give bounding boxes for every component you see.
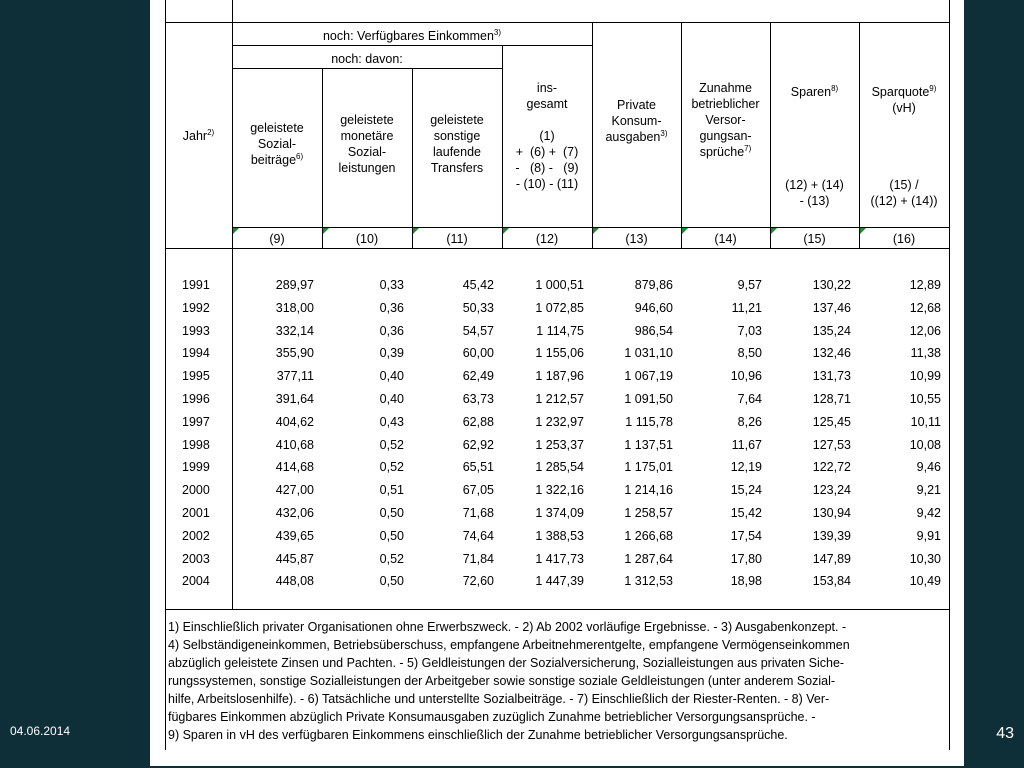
- value-cell: 12,68: [909, 300, 941, 315]
- value-cell: 63,73: [462, 392, 494, 406]
- value-cell: 1 155,06: [535, 346, 584, 361]
- value-cell: 54,57: [462, 323, 494, 338]
- value-cell: 0,52: [379, 437, 404, 452]
- value-cell: 448,08: [275, 574, 314, 589]
- value-cell: 0,52: [379, 551, 404, 566]
- value-cell: 153,84: [812, 574, 851, 589]
- year-cell: 1991: [182, 278, 210, 292]
- value-cell: 122,72: [812, 460, 851, 475]
- value-cell: 7,64: [737, 392, 762, 406]
- value-cell: 445,87: [275, 551, 314, 566]
- value-cell: 147,89: [812, 551, 851, 566]
- value-cell: 12,06: [909, 323, 941, 338]
- value-cell: 127,53: [812, 437, 851, 452]
- value-cell: 0,40: [379, 369, 404, 384]
- value-cell: 60,00: [462, 346, 494, 361]
- year-cell: 1993: [182, 323, 210, 338]
- year-cell: 2004: [182, 574, 210, 589]
- value-cell: 10,96: [730, 369, 762, 384]
- column-number: (13): [625, 232, 648, 246]
- value-cell: 9,42: [916, 506, 941, 520]
- value-cell: 0,52: [379, 460, 404, 475]
- value-cell: 17,80: [730, 551, 762, 566]
- value-cell: 1 000,51: [535, 278, 584, 292]
- value-cell: 1 115,78: [625, 414, 673, 429]
- value-cell: 432,06: [275, 506, 314, 520]
- header-col15-title: Sparen$^{8)}$: [790, 83, 839, 99]
- value-cell: 11,38: [910, 346, 941, 361]
- value-cell: 9,57: [737, 278, 762, 292]
- column-number: (16): [892, 232, 916, 246]
- value-cell: 986,54: [634, 323, 673, 338]
- value-cell: 1 137,51: [624, 437, 673, 452]
- value-cell: 139,39: [812, 528, 851, 543]
- value-cell: 71,84: [462, 551, 494, 566]
- value-cell: 410,68: [275, 437, 314, 452]
- value-cell: 0,50: [379, 528, 404, 543]
- footnote-line: 1) Einschließlich privater Organisationen ohne Erwerbszweck. - 2) Ab 2002 vorläufige Ergebnisse. - 3) Ausgabenkonzept. -: [168, 620, 847, 634]
- header-col11: geleistete sonstige laufende Transfers: [430, 113, 484, 175]
- value-cell: 377,11: [276, 369, 314, 384]
- value-cell: 0,33: [379, 278, 404, 292]
- footnote-line: hilfe, Arbeitslosenhilfe). - 6) Tatsächliche und unterstellte Sozialbeiträge. - 7) Einschließlich der Riester-Renten. - 8) Ver-: [168, 692, 830, 706]
- slide-page-number: 43: [996, 725, 1014, 742]
- value-cell: 71,68: [462, 506, 494, 520]
- value-cell: 15,42: [730, 506, 762, 520]
- value-cell: 1 322,16: [535, 483, 584, 498]
- document-page: [150, 0, 964, 766]
- value-cell: 0,51: [379, 483, 404, 498]
- value-cell: 1 212,57: [535, 392, 584, 406]
- value-cell: 1 031,10: [624, 346, 673, 361]
- value-cell: 1 214,16: [624, 483, 673, 498]
- value-cell: 0,36: [379, 323, 404, 338]
- year-cell: 1998: [182, 437, 210, 452]
- value-cell: 1 417,73: [535, 551, 584, 566]
- header-col12: ins- gesamt (1) + (6) + (7) - (8) - (9) - (10) - (11): [515, 81, 579, 191]
- year-cell: 1992: [182, 300, 210, 315]
- value-cell: 10,08: [909, 437, 941, 452]
- value-cell: 0,50: [379, 506, 404, 520]
- value-cell: 11,21: [731, 300, 762, 315]
- slide-date: 04.06.2014: [10, 724, 71, 738]
- year-cell: 1996: [182, 392, 210, 406]
- value-cell: 439,65: [275, 528, 314, 543]
- value-cell: 45,42: [462, 278, 494, 292]
- value-cell: 11,67: [731, 437, 762, 452]
- value-cell: 1 287,64: [624, 551, 673, 566]
- header-jahr: Jahr$^{2)}$: [182, 127, 215, 143]
- value-cell: 10,49: [909, 574, 941, 589]
- value-cell: 1 091,50: [624, 392, 673, 406]
- value-cell: 0,36: [379, 300, 404, 315]
- value-cell: 1 388,53: [535, 528, 584, 543]
- value-cell: 10,99: [909, 369, 941, 384]
- value-cell: 1 175,01: [624, 460, 673, 475]
- value-cell: 9,91: [916, 528, 941, 543]
- value-cell: 946,60: [634, 300, 673, 315]
- value-cell: 8,26: [737, 414, 762, 429]
- value-cell: 1 072,85: [535, 300, 584, 315]
- value-cell: 332,14: [275, 323, 314, 338]
- value-cell: 130,94: [812, 506, 851, 520]
- header-col15-formula: (12) + (14) - (13): [785, 178, 844, 208]
- value-cell: 355,90: [275, 346, 314, 361]
- year-cell: 2002: [182, 528, 210, 543]
- footnote-line: 4) Selbständigeneinkommen, Betriebsüberschuss, empfangene Arbeitnehmerentgelte, empfangene Vermögenseinkommen: [168, 638, 850, 652]
- value-cell: 427,00: [275, 483, 314, 498]
- header-col16-formula: (15) / ((12) + (14)): [870, 178, 938, 208]
- header-top-group: noch: Verfügbares Einkommen$^{3)}$: [322, 27, 502, 43]
- value-cell: 12,89: [909, 278, 941, 292]
- year-cell: 2001: [182, 506, 210, 520]
- value-cell: 1 447,39: [535, 574, 584, 589]
- year-cell: 1995: [182, 369, 210, 384]
- value-cell: 72,60: [462, 574, 494, 589]
- value-cell: 8,50: [737, 346, 762, 361]
- value-cell: 879,86: [634, 278, 673, 292]
- value-cell: 10,11: [910, 414, 941, 429]
- value-cell: 18,98: [730, 574, 762, 589]
- value-cell: 0,43: [379, 414, 404, 429]
- year-cell: 2003: [182, 551, 210, 566]
- value-cell: 9,46: [916, 460, 941, 475]
- value-cell: 289,97: [275, 278, 314, 292]
- year-cell: 1997: [182, 414, 210, 429]
- value-cell: 62,88: [462, 414, 494, 429]
- value-cell: 131,73: [812, 369, 851, 384]
- value-cell: 67,05: [462, 483, 494, 498]
- value-cell: 1 285,54: [535, 460, 584, 475]
- value-cell: 128,71: [812, 392, 851, 406]
- value-cell: 0,40: [379, 392, 404, 406]
- value-cell: 10,55: [909, 392, 941, 406]
- footnote-line: abzüglich geleistete Zinsen und Pachten. - 5) Geldleistungen der Sozialversicherung, Sozialleistungen aus privaten Siche-: [168, 656, 845, 670]
- value-cell: 74,64: [462, 528, 494, 543]
- column-number: (9): [269, 232, 285, 246]
- column-number: (10): [355, 232, 379, 246]
- value-cell: 0,39: [379, 346, 404, 361]
- column-number: (14): [714, 232, 737, 246]
- value-cell: 130,22: [812, 278, 851, 292]
- value-cell: 132,46: [812, 346, 851, 361]
- value-cell: 9,21: [916, 483, 941, 498]
- value-cell: 1 067,19: [624, 369, 673, 384]
- value-cell: 15,24: [730, 483, 762, 498]
- year-cell: 1999: [182, 460, 210, 475]
- value-cell: 1 232,97: [535, 414, 584, 429]
- footnote-line: 9) Sparen in vH des verfügbaren Einkommens einschließlich der Zunahme betrieblicher Versorgungsansprüche.: [168, 728, 788, 742]
- year-cell: 2000: [182, 483, 210, 498]
- value-cell: 1 253,37: [535, 437, 584, 452]
- value-cell: 62,49: [462, 369, 494, 384]
- value-cell: 137,46: [812, 300, 851, 315]
- year-cell: 1994: [182, 346, 210, 361]
- footnotes: [168, 618, 938, 744]
- value-cell: 391,64: [275, 392, 314, 406]
- value-cell: 1 266,68: [624, 528, 673, 543]
- column-number: (12): [535, 232, 559, 246]
- header-col16-title: Sparquote$^{9)}$ (vH): [871, 83, 937, 115]
- value-cell: 1 114,75: [536, 323, 584, 338]
- value-cell: 62,92: [462, 437, 494, 452]
- value-cell: 125,45: [812, 414, 851, 429]
- value-cell: 123,24: [812, 483, 851, 498]
- value-cell: 318,00: [275, 300, 314, 315]
- header-col10: geleistete monetäre Sozial- leistungen: [338, 113, 396, 175]
- header-sub-group: noch: davon:: [331, 52, 403, 66]
- value-cell: 404,62: [275, 414, 314, 429]
- header-col14: Zunahme betrieblicher Versor- gungsan- sprüche$^{7)}$: [691, 81, 760, 159]
- value-cell: 50,33: [462, 300, 494, 315]
- value-cell: 1 258,57: [624, 506, 673, 520]
- value-cell: 7,03: [737, 323, 762, 338]
- column-number: (11): [446, 232, 468, 246]
- value-cell: 1 187,96: [535, 369, 584, 384]
- column-number: (15): [803, 232, 826, 246]
- value-cell: 10,30: [909, 551, 941, 566]
- value-cell: 65,51: [462, 460, 494, 475]
- header-col9: geleistete Sozial- beiträge$^{6)}$: [250, 121, 304, 167]
- value-cell: 414,68: [275, 460, 314, 475]
- value-cell: 1 312,53: [624, 574, 673, 589]
- value-cell: 0,50: [379, 574, 404, 589]
- value-cell: 17,54: [730, 528, 762, 543]
- footnote-line: rungssystemen, sonstige Sozialleistungen der Arbeitgeber sowie sonstige soziale Geldleistungen (unter anderem Sozial-: [168, 674, 836, 688]
- footnote-line: fügbares Einkommen abzüglich Private Konsumausgaben zuzüglich Zunahme betrieblicher Versorgungsansprüche. -: [168, 710, 816, 724]
- value-cell: 1 374,09: [535, 506, 584, 520]
- header-col13: Private Konsum- ausgaben$^{3)}$: [605, 98, 668, 144]
- value-cell: 12,19: [730, 460, 762, 475]
- value-cell: 135,24: [812, 323, 851, 338]
